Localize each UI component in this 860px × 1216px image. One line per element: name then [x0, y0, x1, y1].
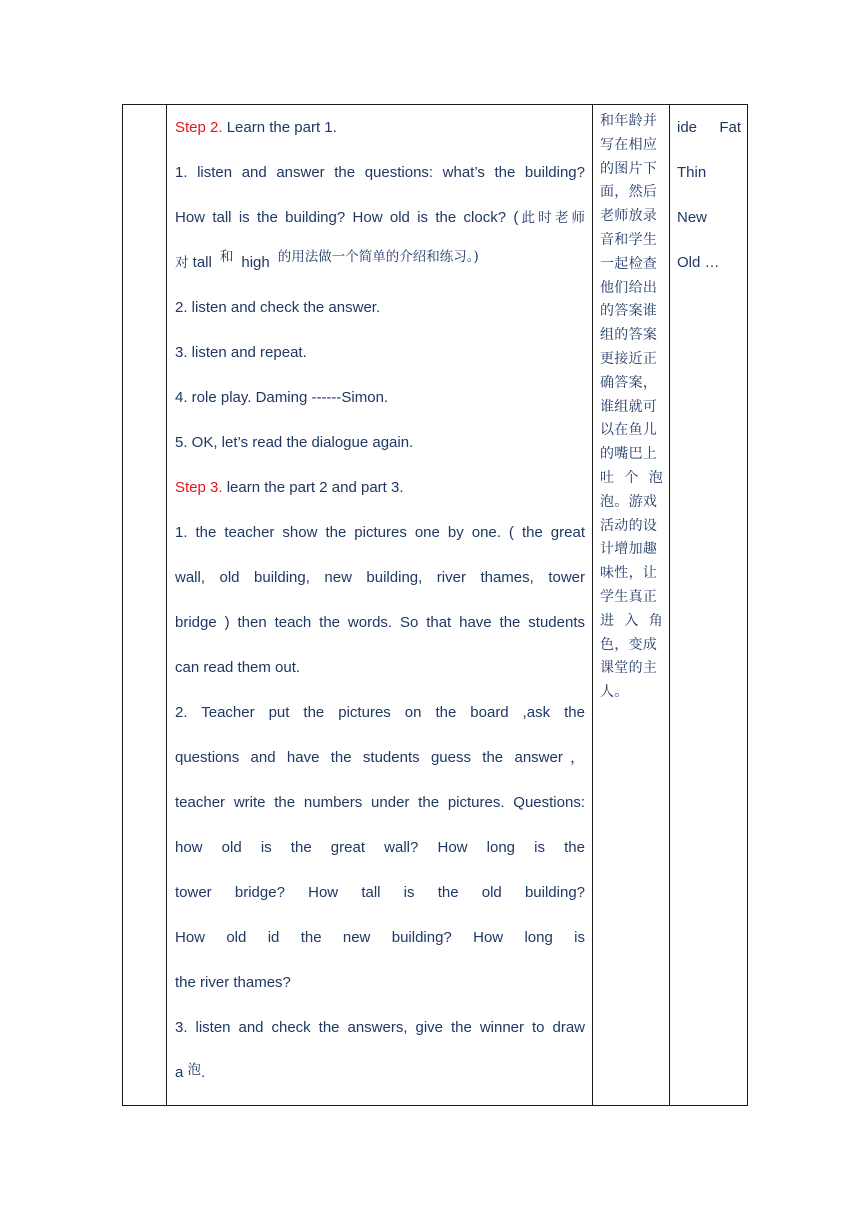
step2-item1-line3	[175, 250, 585, 295]
step2-title: Learn the part 1.	[222, 119, 337, 136]
question-text: tower bridge?	[175, 884, 285, 901]
step2-item1-cn: 此时老师	[518, 210, 585, 226]
note-line: 组的答案	[600, 327, 658, 344]
step2-item1-line2	[175, 205, 585, 250]
step3-item2-line2: questions and have the students guess the answer，	[175, 749, 585, 766]
note-line: 写在相应	[600, 136, 658, 153]
step2-item1-line1: 1. listen and answer the questions: what’s the building?	[175, 164, 585, 181]
step3-item1-line3: bridge ) then teach the words. So that have the students	[175, 614, 585, 631]
step3-item1-line1: 1. the teacher show the pictures one by one. ( the great	[175, 524, 585, 541]
word-text: ide	[677, 119, 698, 136]
word-high: high	[241, 254, 270, 271]
question-text: how old is the great wall?	[175, 839, 419, 856]
note-line: 人。	[600, 684, 629, 701]
word-text: Fat	[719, 119, 741, 136]
note-line: 他们给出	[600, 279, 658, 296]
step2-label: Step 2.	[175, 119, 223, 136]
note-line: 的图片下	[600, 160, 658, 177]
cn-text: 和	[219, 249, 234, 265]
note-line: 吐 个 泡	[600, 469, 663, 486]
note-line: 面，然后	[600, 184, 658, 201]
step3-item2-line4	[175, 835, 585, 880]
word-tall: tall	[192, 254, 212, 271]
empty-margin-cell	[123, 105, 167, 1106]
note-line: 活动的设	[600, 517, 658, 534]
design-intent-text	[593, 105, 669, 705]
note-line: 和年龄并	[600, 113, 658, 129]
step3-label: Step 3.	[175, 479, 223, 496]
step2-item3: 3. listen and repeat.	[175, 344, 307, 361]
step3-item2-line6	[175, 925, 585, 970]
note-line: 味性，让	[600, 565, 658, 582]
step2-item2: 2. listen and check the answer.	[175, 299, 381, 316]
step2-item1-en: How tall is the building? How old is the clock? (	[175, 209, 519, 226]
step2-item4: 4. role play. Daming ------Simon.	[175, 389, 389, 406]
note-line: 泡。游戏	[600, 493, 658, 510]
step3-title: learn the part 2 and part 3.	[222, 479, 404, 496]
step3-item3-line1: 3. listen and check the answers, give the winner to draw	[175, 1019, 585, 1036]
word-line-4: Old …	[677, 254, 720, 271]
step2-heading	[175, 115, 585, 160]
note-line: 一起检查	[600, 255, 658, 272]
step2-item5: 5. OK, let’s read the dialogue again.	[175, 434, 414, 451]
note-line: 以在鱼儿	[600, 422, 658, 439]
note-line: 进 入 角	[600, 612, 663, 629]
procedure-cell	[167, 105, 593, 1106]
note-line: 音和学生	[600, 231, 658, 248]
note-line: 确答案，	[600, 374, 658, 391]
question-text: How long is	[473, 929, 585, 946]
note-line: 课堂的主	[600, 660, 658, 677]
step3-heading	[175, 475, 585, 520]
en-text: a	[175, 1064, 188, 1081]
step3-item2-line3: teacher write the numbers under the pictures. Questions:	[175, 794, 585, 811]
note-line: 计增加趣	[600, 541, 658, 558]
question-text: How long is the	[437, 839, 585, 856]
step3-item2-line7: the river thames?	[175, 974, 291, 991]
note-line: 色，变成	[600, 636, 658, 653]
lesson-plan-table	[122, 104, 748, 1106]
step3-item1-line4: can read them out.	[175, 659, 301, 676]
note-line: 更接近正	[600, 350, 658, 367]
note-line: 的嘴巴上	[600, 446, 658, 463]
note-line: 的答案谁	[600, 303, 658, 320]
note-line: 老师放录	[600, 208, 658, 225]
cn-text: 对	[175, 255, 189, 271]
step3-item2-line5	[175, 880, 585, 925]
step3-item3-line2	[175, 1060, 585, 1105]
word-line-1	[677, 117, 741, 162]
table-row	[123, 105, 748, 1106]
step3-item1-line2: wall, old building, new building, river thames, tower	[175, 569, 585, 586]
en-text: .	[201, 1064, 206, 1081]
word-line-3: New	[677, 209, 708, 226]
note-line: 学生真正	[600, 588, 658, 605]
question-text: How old id the new building?	[175, 929, 452, 946]
word-line-2: Thin	[677, 164, 707, 181]
words-cell	[670, 105, 748, 1106]
step3-item2-line1: 2. Teacher put the pictures on the board ,ask the	[175, 704, 585, 721]
cn-text: 泡	[187, 1062, 202, 1078]
note-line: 谁组就可	[600, 398, 658, 415]
cn-text: 的用法做一个简单的介绍和练习。)	[277, 249, 479, 265]
design-intent-cell	[593, 105, 670, 1106]
question-text: How tall is the old building?	[308, 884, 586, 901]
